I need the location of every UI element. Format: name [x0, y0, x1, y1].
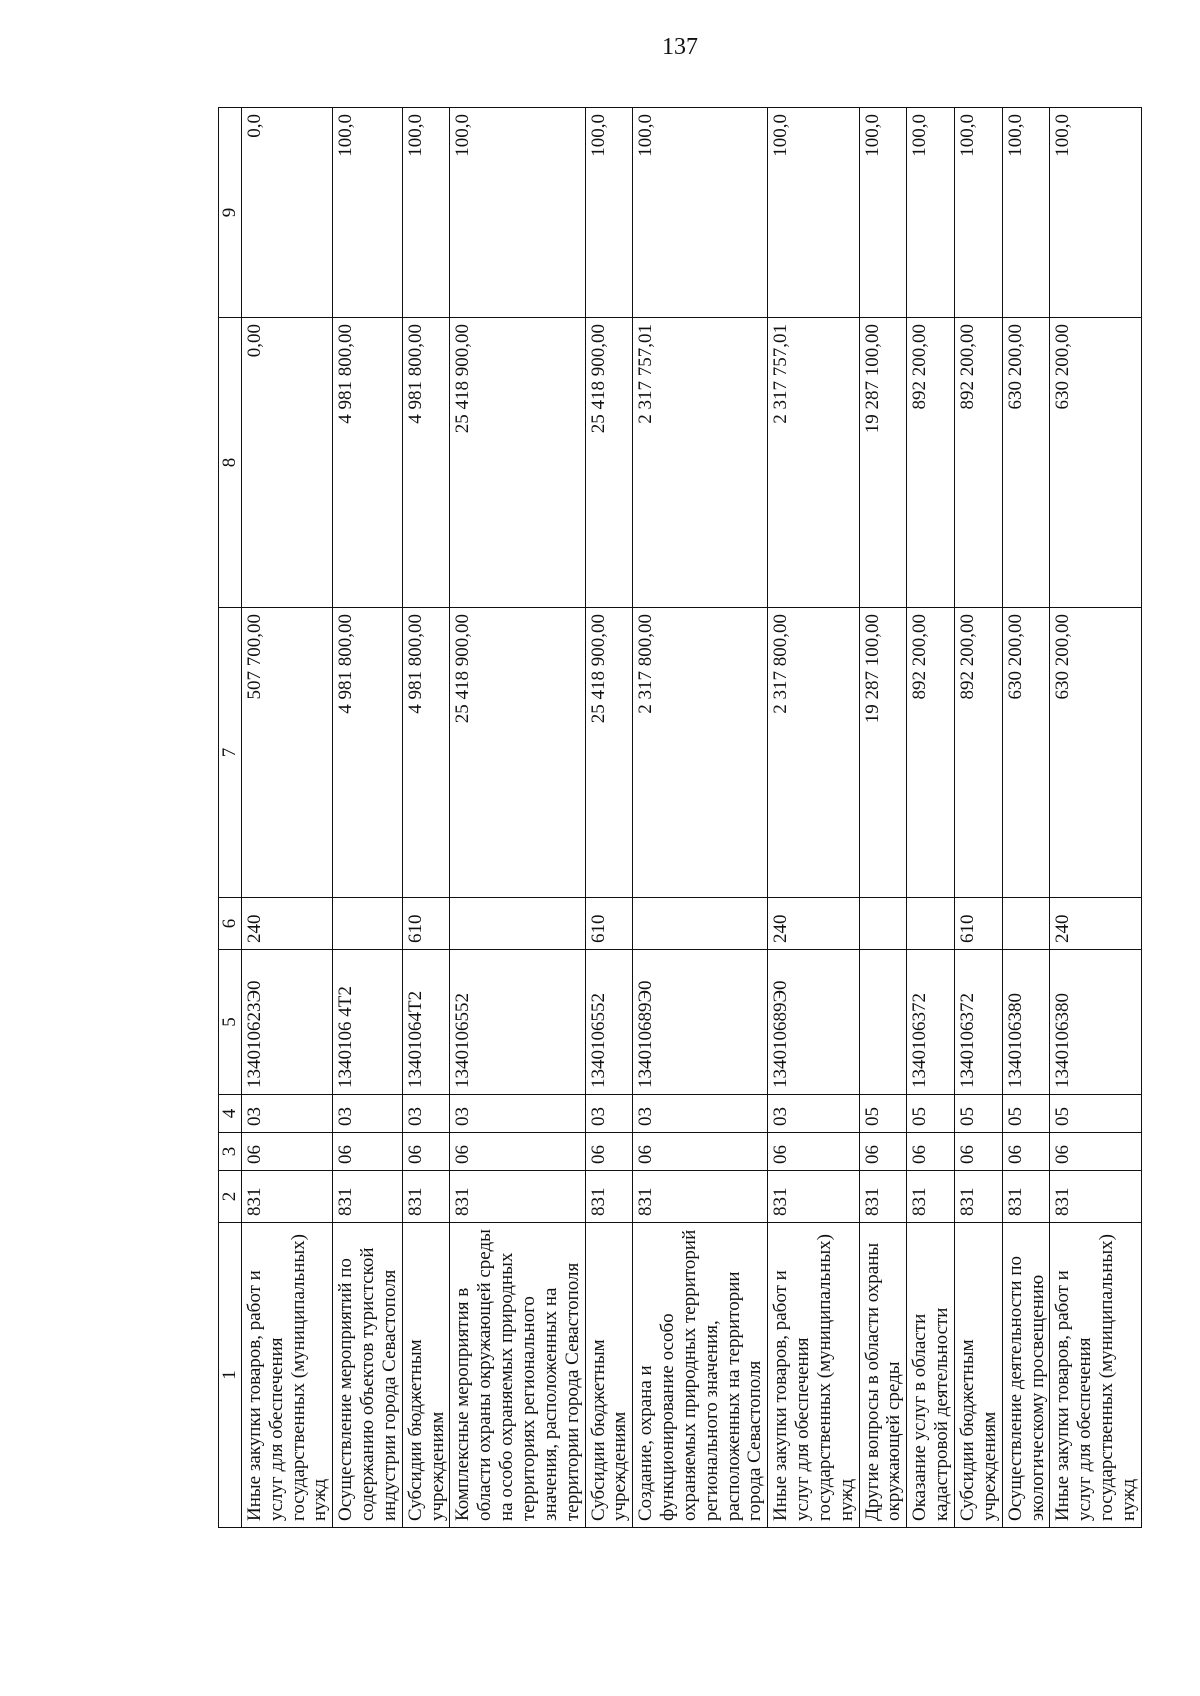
cell-section: 06 [585, 1133, 633, 1171]
cell-section: 06 [907, 1133, 955, 1171]
cell-expense-type [450, 898, 585, 950]
cell-percent: 100,0 [402, 108, 450, 318]
column-header: 4 [219, 1095, 242, 1133]
cell-target-article: 1340106380 [1050, 950, 1141, 1095]
row-name: Субсидии бюджетным учреждениям [402, 1223, 450, 1528]
cell-percent: 100,0 [1050, 108, 1141, 318]
cell-ministry-code: 831 [450, 1171, 585, 1223]
cell-percent: 100,0 [333, 108, 403, 318]
cell-planned: 892 200,00 [955, 608, 1003, 898]
cell-section: 06 [955, 1133, 1003, 1171]
cell-executed: 630 200,00 [1050, 318, 1141, 608]
row-name: Создание, охрана и функционирование особо охраняемых природных территорий регионального значения, расположенных на территории города Севастополя [633, 1223, 768, 1528]
cell-section: 06 [402, 1133, 450, 1171]
cell-expense-type: 240 [1050, 898, 1141, 950]
table-row [859, 108, 907, 1528]
cell-ministry-code: 831 [1002, 1171, 1050, 1223]
cell-section: 06 [859, 1133, 907, 1171]
cell-percent: 100,0 [768, 108, 859, 318]
cell-executed: 19 287 100,00 [859, 318, 907, 608]
page-number: 137 [662, 34, 698, 60]
cell-subsection: 05 [907, 1095, 955, 1133]
cell-target-article: 1340106552 [450, 950, 585, 1095]
row-name: Осуществление деятельности по экологическому просвещению [1002, 1223, 1050, 1528]
cell-percent: 100,0 [1002, 108, 1050, 318]
header-row [219, 108, 242, 1528]
cell-section: 06 [450, 1133, 585, 1171]
cell-percent: 100,0 [450, 108, 585, 318]
cell-target-article: 134010689Э0 [768, 950, 859, 1095]
row-name: Иные закупки товаров, работ и услуг для обеспечения государственных (муниципальных) нужд [768, 1223, 859, 1528]
cell-section: 06 [1002, 1133, 1050, 1171]
row-name: Осуществление мероприятий по содержанию объектов туристской индустрии города Севастополя [333, 1223, 403, 1528]
cell-expense-type [633, 898, 768, 950]
cell-percent: 100,0 [859, 108, 907, 318]
cell-subsection: 03 [450, 1095, 585, 1133]
cell-ministry-code: 831 [633, 1171, 768, 1223]
cell-expense-type [907, 898, 955, 950]
cell-ministry-code: 831 [768, 1171, 859, 1223]
row-name: Иные закупки товаров, работ и услуг для обеспечения государственных (муниципальных) нужд [241, 1223, 332, 1528]
cell-expense-type: 610 [402, 898, 450, 950]
cell-target-article: 1340106380 [1002, 950, 1050, 1095]
cell-ministry-code: 831 [402, 1171, 450, 1223]
cell-planned: 630 200,00 [1002, 608, 1050, 898]
column-header: 8 [219, 318, 242, 608]
cell-ministry-code: 831 [241, 1171, 332, 1223]
cell-planned: 19 287 100,00 [859, 608, 907, 898]
column-header: 9 [219, 108, 242, 318]
cell-planned: 2 317 800,00 [768, 608, 859, 898]
cell-expense-type: 610 [955, 898, 1003, 950]
column-header: 5 [219, 950, 242, 1095]
cell-section: 06 [333, 1133, 403, 1171]
table-row [768, 108, 859, 1528]
cell-subsection: 03 [402, 1095, 450, 1133]
cell-subsection: 05 [1002, 1095, 1050, 1133]
cell-target-article: 134010689Э0 [633, 950, 768, 1095]
cell-target-article: 1340106 4Т2 [333, 950, 403, 1095]
cell-executed: 4 981 800,00 [333, 318, 403, 608]
cell-planned: 4 981 800,00 [402, 608, 450, 898]
row-name: Другие вопросы в области охраны окружающей среды [859, 1223, 907, 1528]
row-name: Субсидии бюджетным учреждениям [955, 1223, 1003, 1528]
rotated-table-area [218, 108, 1139, 1528]
cell-section: 06 [241, 1133, 332, 1171]
budget-table [218, 107, 1142, 1528]
table-row [633, 108, 768, 1528]
cell-subsection: 03 [768, 1095, 859, 1133]
cell-executed: 4 981 800,00 [402, 318, 450, 608]
cell-planned: 892 200,00 [907, 608, 955, 898]
cell-subsection: 05 [955, 1095, 1003, 1133]
column-header: 6 [219, 898, 242, 950]
cell-executed: 25 418 900,00 [585, 318, 633, 608]
table-row [1050, 108, 1141, 1528]
row-name: Иные закупки товаров, работ и услуг для обеспечения государственных (муниципальных) нужд [1050, 1223, 1141, 1528]
cell-percent: 100,0 [955, 108, 1003, 318]
column-header: 7 [219, 608, 242, 898]
table-row [585, 108, 633, 1528]
cell-executed: 25 418 900,00 [450, 318, 585, 608]
cell-target-article [859, 950, 907, 1095]
cell-planned: 4 981 800,00 [333, 608, 403, 898]
cell-expense-type [859, 898, 907, 950]
cell-ministry-code: 831 [333, 1171, 403, 1223]
cell-executed: 2 317 757,01 [633, 318, 768, 608]
cell-executed: 0,00 [241, 318, 332, 608]
cell-target-article: 1340106372 [955, 950, 1003, 1095]
cell-subsection: 03 [241, 1095, 332, 1133]
row-name: Субсидии бюджетным учреждениям [585, 1223, 633, 1528]
rotated-table-container [218, 108, 1139, 1528]
cell-subsection: 03 [585, 1095, 633, 1133]
row-name: Комплексные мероприятия в области охраны окружающей среды на особо охраняемых природных территориях регионального значения, расположенных на территории города Севастополя [450, 1223, 585, 1528]
cell-ministry-code: 831 [955, 1171, 1003, 1223]
cell-expense-type: 240 [241, 898, 332, 950]
cell-target-article: 134010623Э0 [241, 950, 332, 1095]
cell-target-article: 13401064Т2 [402, 950, 450, 1095]
cell-planned: 507 700,00 [241, 608, 332, 898]
cell-percent: 100,0 [633, 108, 768, 318]
cell-planned: 25 418 900,00 [450, 608, 585, 898]
table-row [955, 108, 1003, 1528]
cell-executed: 2 317 757,01 [768, 318, 859, 608]
cell-expense-type: 610 [585, 898, 633, 950]
cell-target-article: 1340106552 [585, 950, 633, 1095]
cell-target-article: 1340106372 [907, 950, 955, 1095]
cell-percent: 100,0 [907, 108, 955, 318]
table-row [1002, 108, 1050, 1528]
cell-ministry-code: 831 [1050, 1171, 1141, 1223]
cell-expense-type: 240 [768, 898, 859, 950]
cell-section: 06 [1050, 1133, 1141, 1171]
cell-subsection: 03 [333, 1095, 403, 1133]
column-header: 2 [219, 1171, 242, 1223]
row-name: Оказание услуг в области кадастровой деятельности [907, 1223, 955, 1528]
cell-percent: 100,0 [585, 108, 633, 318]
cell-planned: 630 200,00 [1050, 608, 1141, 898]
cell-ministry-code: 831 [907, 1171, 955, 1223]
table-row [402, 108, 450, 1528]
table-row [907, 108, 955, 1528]
table-row [450, 108, 585, 1528]
cell-planned: 25 418 900,00 [585, 608, 633, 898]
column-header: 3 [219, 1133, 242, 1171]
column-header: 1 [219, 1223, 242, 1528]
cell-expense-type [333, 898, 403, 950]
cell-planned: 2 317 800,00 [633, 608, 768, 898]
cell-section: 06 [633, 1133, 768, 1171]
cell-subsection: 05 [1050, 1095, 1141, 1133]
cell-executed: 630 200,00 [1002, 318, 1050, 608]
table-row [333, 108, 403, 1528]
table-row [241, 108, 332, 1528]
cell-percent: 0,0 [241, 108, 332, 318]
cell-executed: 892 200,00 [955, 318, 1003, 608]
cell-executed: 892 200,00 [907, 318, 955, 608]
cell-section: 06 [768, 1133, 859, 1171]
cell-subsection: 05 [859, 1095, 907, 1133]
cell-ministry-code: 831 [859, 1171, 907, 1223]
cell-ministry-code: 831 [585, 1171, 633, 1223]
cell-subsection: 03 [633, 1095, 768, 1133]
cell-expense-type [1002, 898, 1050, 950]
